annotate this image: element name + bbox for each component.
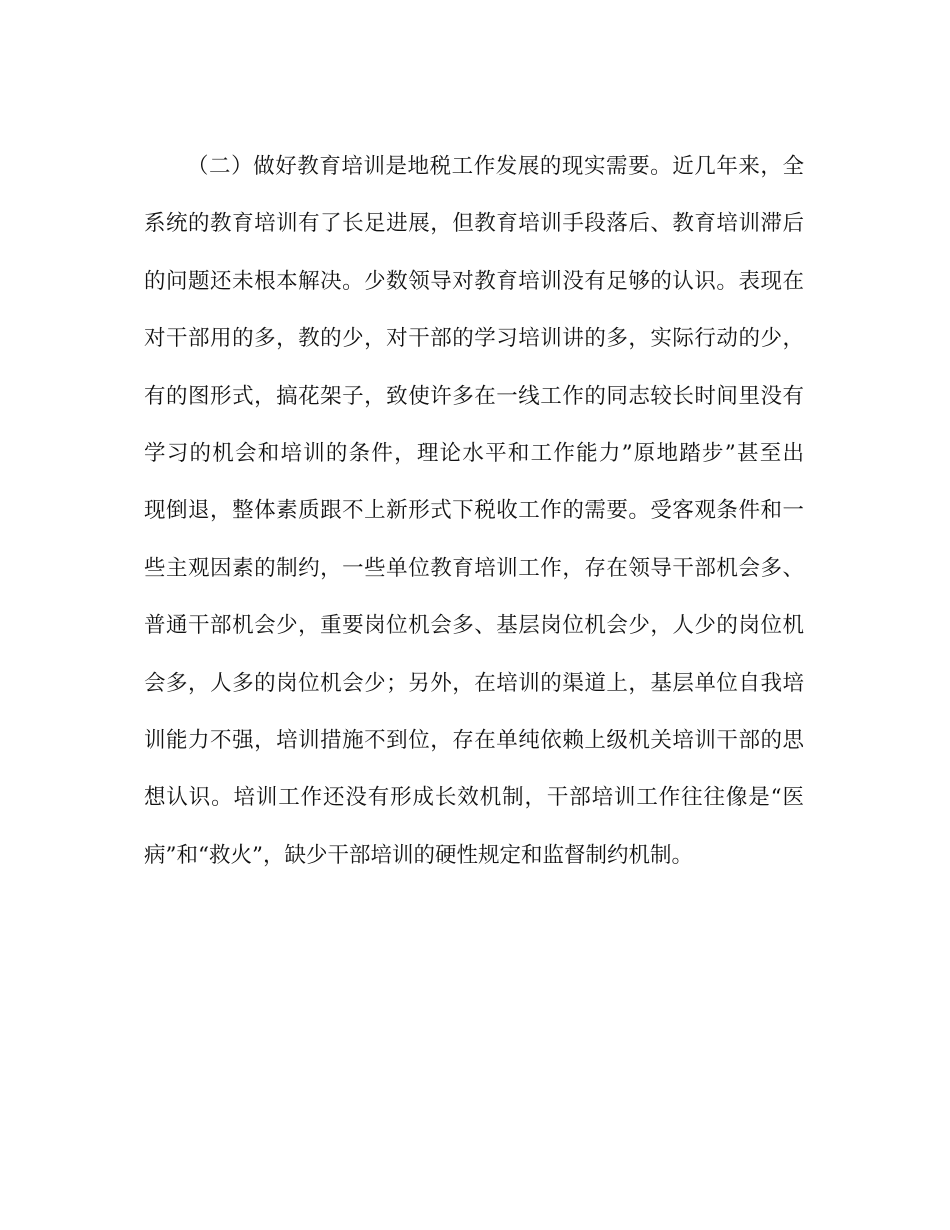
paragraph-line-4: 对干部用的多，教的少，对干部的学习培训讲的多，实际行动的少， bbox=[144, 326, 804, 352]
paragraph-line-11: 训能力不强，培训措施不到位，存在单纯依赖上级机关培训干部的思 bbox=[144, 727, 804, 753]
paragraph-line-2: 系统的教育培训有了长足进展，但教育培训手段落后、教育培训滞后 bbox=[144, 211, 804, 237]
paragraph-line-12: 想认识。培训工作还没有形成长效机制，干部培训工作往往像是“医 bbox=[144, 785, 804, 811]
paragraph-line-5: 有的图形式，搞花架子，致使许多在一线工作的同志较长时间里没有 bbox=[144, 383, 804, 409]
paragraph-line-3: 的问题还未根本解决。少数领导对教育培训没有足够的认识。表现在 bbox=[144, 268, 804, 294]
paragraph-line-7: 现倒退，整体素质跟不上新形式下税收工作的需要。受客观条件和一 bbox=[144, 498, 804, 524]
body-paragraph bbox=[144, 138, 804, 884]
paragraph-line-1: （二）做好教育培训是地税工作发展的现实需要。近几年来，全 bbox=[187, 154, 804, 179]
paragraph-line-10: 会多，人多的岗位机会少；另外，在培训的渠道上，基层单位自我培 bbox=[144, 670, 804, 696]
paragraph-line-6: 学习的机会和培训的条件，理论水平和工作能力”原地踏步”甚至出 bbox=[144, 440, 804, 466]
paragraph-line-9: 普通干部机会少，重要岗位机会多、基层岗位机会少，人少的岗位机 bbox=[144, 613, 804, 639]
paragraph-line-8: 些主观因素的制约，一些单位教育培训工作，存在领导干部机会多、 bbox=[144, 555, 804, 581]
paragraph-line-13: 病”和“救火”，缺少干部培训的硬性规定和监督制约机制。 bbox=[144, 842, 693, 868]
